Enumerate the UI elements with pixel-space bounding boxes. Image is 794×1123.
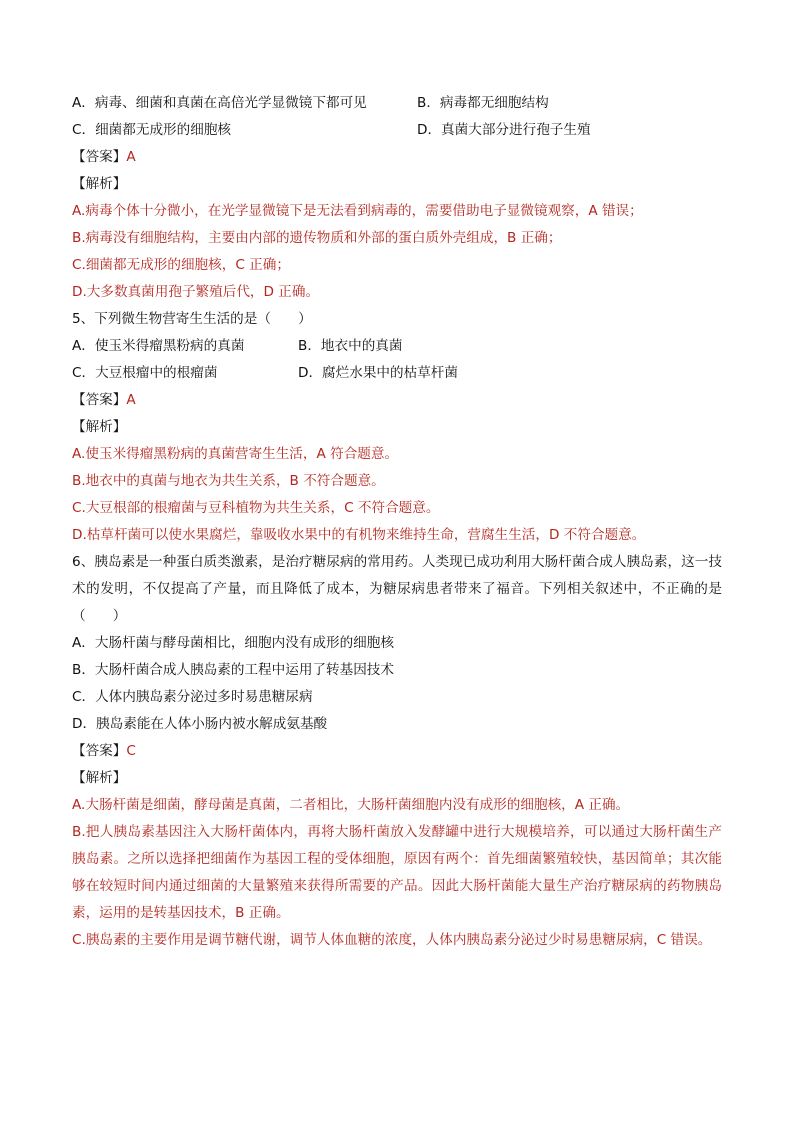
q4-option-d: D．真菌大部分进行孢子生殖	[417, 122, 591, 138]
q6-option-a: A．大肠杆菌与酵母菌相比，细胞内没有成形的细胞核	[72, 635, 394, 651]
q6-stem: 6、胰岛素是一种蛋白质类激素，是治疗糖尿病的常用药。人类现已成功利用大肠杆菌合成人胰岛素，这一技术的发明，不仅提高了产量，而且降低了成本，为糖尿病患者带来了福音。下列相关叙述中，不正确的是（ ）	[72, 554, 722, 624]
answer-label: 【答案】	[72, 149, 127, 165]
answer-value: C	[126, 743, 136, 759]
q5-options-row-1	[72, 333, 722, 360]
q6-analysis-b: B.把人胰岛素基因注入大肠杆菌体内，再将大肠杆菌放入发酵罐中进行大规模培养，可以通过大肠杆菌生产胰岛素。之所以选择把细菌作为基因工程的受体细胞，原因有两个：首先细菌繁殖较快，基因简单；其次能够在较短时间内通过细菌的大量繁殖来获得所需要的产品。因此大肠杆菌能大量生产治疗糖尿病的药物胰岛素，运用的是转基因技术，B 正确。	[72, 824, 722, 921]
q6-analysis-c: C.胰岛素的主要作用是调节糖代谢，调节人体血糖的浓度，人体内胰岛素分泌过少时易患糖尿病，C 错误。	[72, 932, 712, 948]
answer-label: 【答案】	[72, 743, 127, 759]
q4-analysis-d: D.大多数真菌用孢子繁殖后代，D 正确。	[72, 284, 320, 300]
q5-stem: 5、下列微生物营寄生生活的是（ ）	[72, 311, 312, 327]
q5-analysis-d: D.枯草杆菌可以使水果腐烂，靠吸收水果中的有机物来维持生命，营腐生生活，D 不符合题意。	[72, 527, 646, 543]
answer-label: 【答案】	[72, 392, 127, 408]
q5-analysis-c: C.大豆根部的根瘤菌与豆科植物为共生关系，C 不符合题意。	[72, 500, 440, 516]
q4-option-a: A．病毒、细菌和真菌在高倍光学显微镜下都可见	[72, 95, 367, 111]
q4-option-b: B．病毒都无细胞结构	[417, 95, 549, 111]
q4-analysis-a: A.病毒个体十分微小，在光学显微镜下是无法看到病毒的，需要借助电子显微镜观察，A 错误；	[72, 203, 643, 219]
q6-option-b: B．大肠杆菌合成人胰岛素的工程中运用了转基因技术	[72, 662, 394, 678]
answer-value: A	[126, 149, 136, 165]
q5-options-row-2	[72, 360, 722, 387]
q5-analysis-label: 【解析】	[72, 419, 127, 435]
answer-value: A	[126, 392, 136, 408]
q6-analysis-a: A.大肠杆菌是细菌，酵母菌是真菌，二者相比，大肠杆菌细胞内没有成形的细胞核，A 正确。	[72, 797, 630, 813]
q5-analysis-b: B.地衣中的真菌与地衣为共生关系，B 不符合题意。	[72, 473, 385, 489]
q5-option-b: B．地衣中的真菌	[298, 338, 403, 354]
q6-analysis-label: 【解析】	[72, 770, 127, 786]
q4-option-c: C．细菌都无成形的细胞核	[72, 122, 232, 138]
q4-options-row-1	[72, 90, 722, 117]
q4-analysis-c: C.细菌都无成形的细胞核，C 正确；	[72, 257, 290, 273]
q6-answer	[72, 738, 722, 765]
q5-option-a: A．使玉米得瘤黑粉病的真菌	[72, 338, 245, 354]
q4-analysis-label: 【解析】	[72, 176, 127, 192]
q4-options-row-2	[72, 117, 722, 144]
q4-answer	[72, 144, 722, 171]
q6-option-d: D．胰岛素能在人体小肠内被水解成氨基酸	[72, 716, 328, 732]
q5-analysis-a: A.使玉米得瘤黑粉病的真菌营寄生生活，A 符合题意。	[72, 446, 399, 462]
document-page	[72, 90, 722, 954]
q5-answer	[72, 387, 722, 414]
q5-option-d: D．腐烂水果中的枯草杆菌	[298, 365, 458, 381]
q4-analysis-b: B.病毒没有细胞结构，主要由内部的遗传物质和外部的蛋白质外壳组成，B 正确；	[72, 230, 562, 246]
q6-option-c: C．人体内胰岛素分泌过多时易患糖尿病	[72, 689, 313, 705]
q5-option-c: C．大豆根瘤中的根瘤菌	[72, 365, 218, 381]
